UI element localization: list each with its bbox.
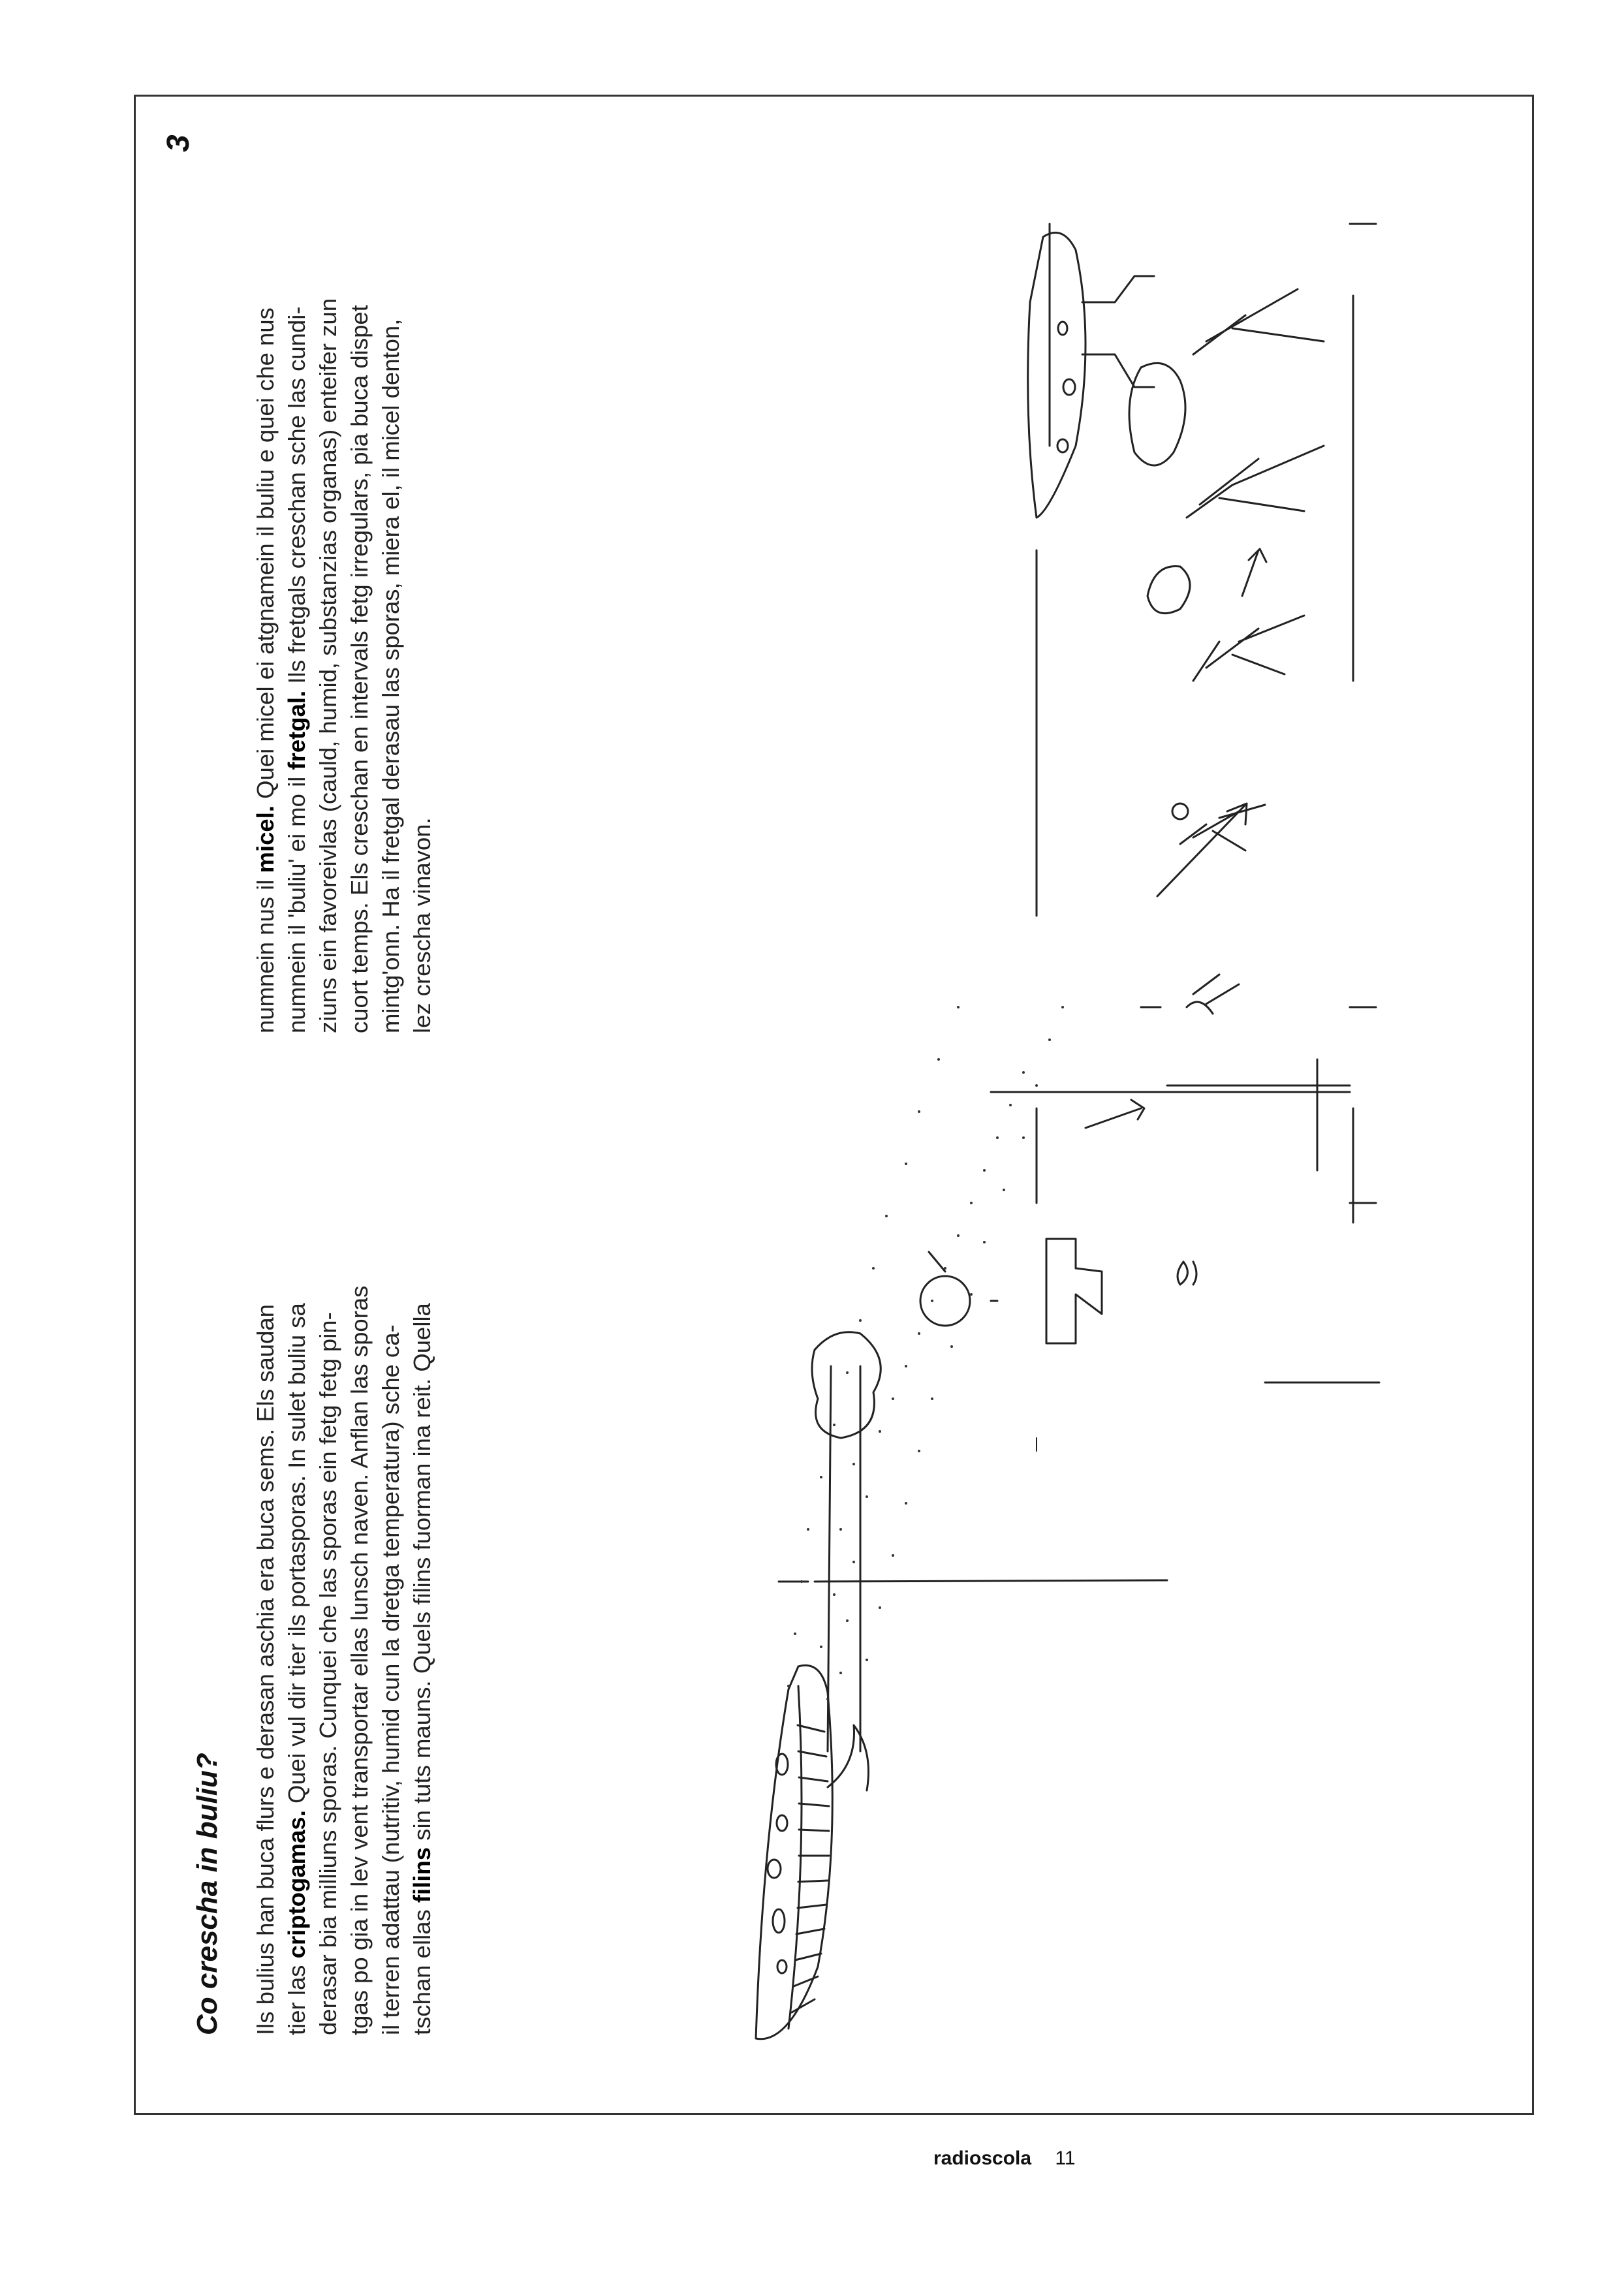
mushroom-lifecycle-illustration (136, 97, 1536, 2117)
page-title: Co crescha in buliu? (191, 1753, 223, 2035)
worksheet-frame (134, 95, 1534, 2115)
mushroom-icon (1028, 232, 1154, 518)
text-segment: mintg'onn. Ha il fretgal derasau las sporas, miera el, il micel denton, (377, 319, 404, 1033)
text-segment: tgas po gia in lev vent transportar ellas lunsch naven. Anflan las sporas (346, 1285, 373, 2035)
text-segment: cuort temps. Els creschan en intervals fetg irregulars, pia buca dispet (346, 305, 373, 1033)
text-segment: lez crescha vinavon. (409, 817, 435, 1033)
footer-brand: radioscola (933, 2147, 1032, 2169)
bold-term: criptogamas. (283, 1810, 310, 1959)
text-segment: Quei micel ei atgnamein il buliu e quei che nus (252, 307, 279, 805)
text-segment: tier las (283, 1958, 310, 2035)
mycelium-icon (1180, 289, 1324, 1014)
footer-page-number: 11 (1055, 2147, 1076, 2169)
arrow-up-icon (1046, 1239, 1102, 1343)
text-segment: derasar bia milliuns sporas. Cunquei che las sporas ein fetg fetg pin- (315, 1312, 341, 2035)
bold-term: micel. (252, 805, 279, 873)
page-footer (933, 2147, 1076, 2170)
text-segment: Ils bulius han buca flurs e derasan aschia era buca sems. Els saudan (252, 1304, 279, 2035)
text-segment: ziuns ein favoreivlas (cauld, humid, substanzias organas) enteifer zun (315, 298, 341, 1033)
text-segment: sin tuts mauns. Quels filins fuorman ina reit. Quella (409, 1303, 435, 1847)
text-segment: numnein nus il (252, 873, 279, 1033)
mushroom-icon (756, 1332, 881, 2039)
text-segment: Quei vul dir tier ils portasporas. In sulet buliu sa (283, 1303, 310, 1811)
text-segment: Ils fretgals creschan sche las cundi- (283, 306, 310, 691)
arrow-icon (1085, 1100, 1144, 1128)
arrow-icon (1242, 549, 1266, 596)
arrow-icon (1157, 804, 1247, 896)
spore-icon (920, 1276, 970, 1326)
bold-term: fretgal. (283, 690, 310, 770)
rotated-content (136, 97, 1536, 2117)
text-segment: il terren adattau (nutritiv, humid cun la dretga temperatura) sche ca- (377, 1324, 404, 2035)
text-segment: numnein il 'buliu' ei mo il (283, 770, 310, 1033)
text-segment: tschan ellas (409, 1903, 435, 2035)
worksheet-number: 3 (161, 134, 196, 152)
bold-term: filins (409, 1847, 435, 1903)
